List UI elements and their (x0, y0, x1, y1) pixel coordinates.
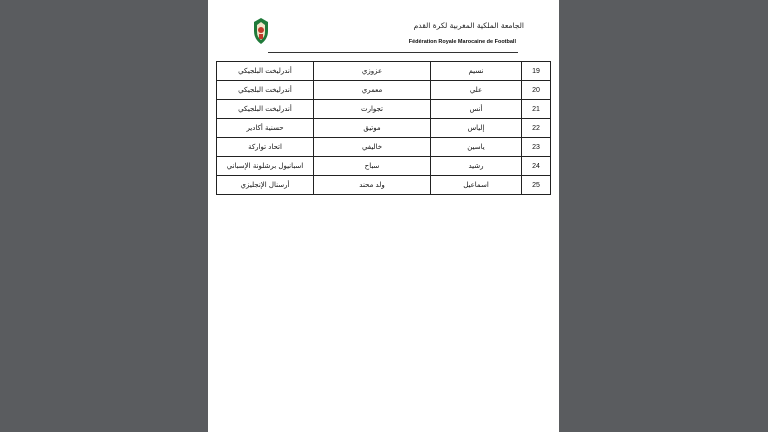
player-club: أندرليخت البلجيكي (217, 62, 314, 81)
table-row (217, 119, 551, 138)
player-club: أرسنال الإنجليزي (217, 176, 314, 195)
table-row (217, 81, 551, 100)
player-first-name: رشيد (431, 157, 522, 176)
federation-title-arabic: الجامعة الملكية المغربية لكرة القدم (413, 21, 524, 30)
player-first-name: اسماعيل (431, 176, 522, 195)
player-number: 20 (522, 81, 551, 100)
player-club: اتحاد تواركة (217, 138, 314, 157)
player-first-name: إلياس (431, 119, 522, 138)
player-last-name: تجوارت (314, 100, 431, 119)
player-last-name: عزوزي (314, 62, 431, 81)
table-row (217, 138, 551, 157)
player-last-name: معمري (314, 81, 431, 100)
player-number: 24 (522, 157, 551, 176)
table-row (217, 176, 551, 195)
table-row (217, 157, 551, 176)
player-first-name: نسيم (431, 62, 522, 81)
player-club: أندرليخت البلجيكي (217, 81, 314, 100)
table-row (217, 62, 551, 81)
player-club: أندرليخت البلجيكي (217, 100, 314, 119)
header-divider (268, 52, 518, 53)
federation-title-french: Fédération Royale Marocaine de Football (408, 39, 516, 45)
player-number: 21 (522, 100, 551, 119)
document-page (208, 0, 559, 432)
player-roster-table (216, 61, 551, 195)
player-first-name: أنس (431, 100, 522, 119)
player-number: 25 (522, 176, 551, 195)
player-last-name: سباح (314, 157, 431, 176)
player-number: 19 (522, 62, 551, 81)
player-number: 23 (522, 138, 551, 157)
player-club: حسنية أكادير (217, 119, 314, 138)
player-last-name: ولد محند (314, 176, 431, 195)
frmf-crest-icon (251, 17, 271, 47)
player-number: 22 (522, 119, 551, 138)
player-first-name: ياسين (431, 138, 522, 157)
player-last-name: خاليفي (314, 138, 431, 157)
player-first-name: علي (431, 81, 522, 100)
player-club: اسبانيول برشلونة الإسباني (217, 157, 314, 176)
table-row (217, 100, 551, 119)
player-last-name: موتيق (314, 119, 431, 138)
